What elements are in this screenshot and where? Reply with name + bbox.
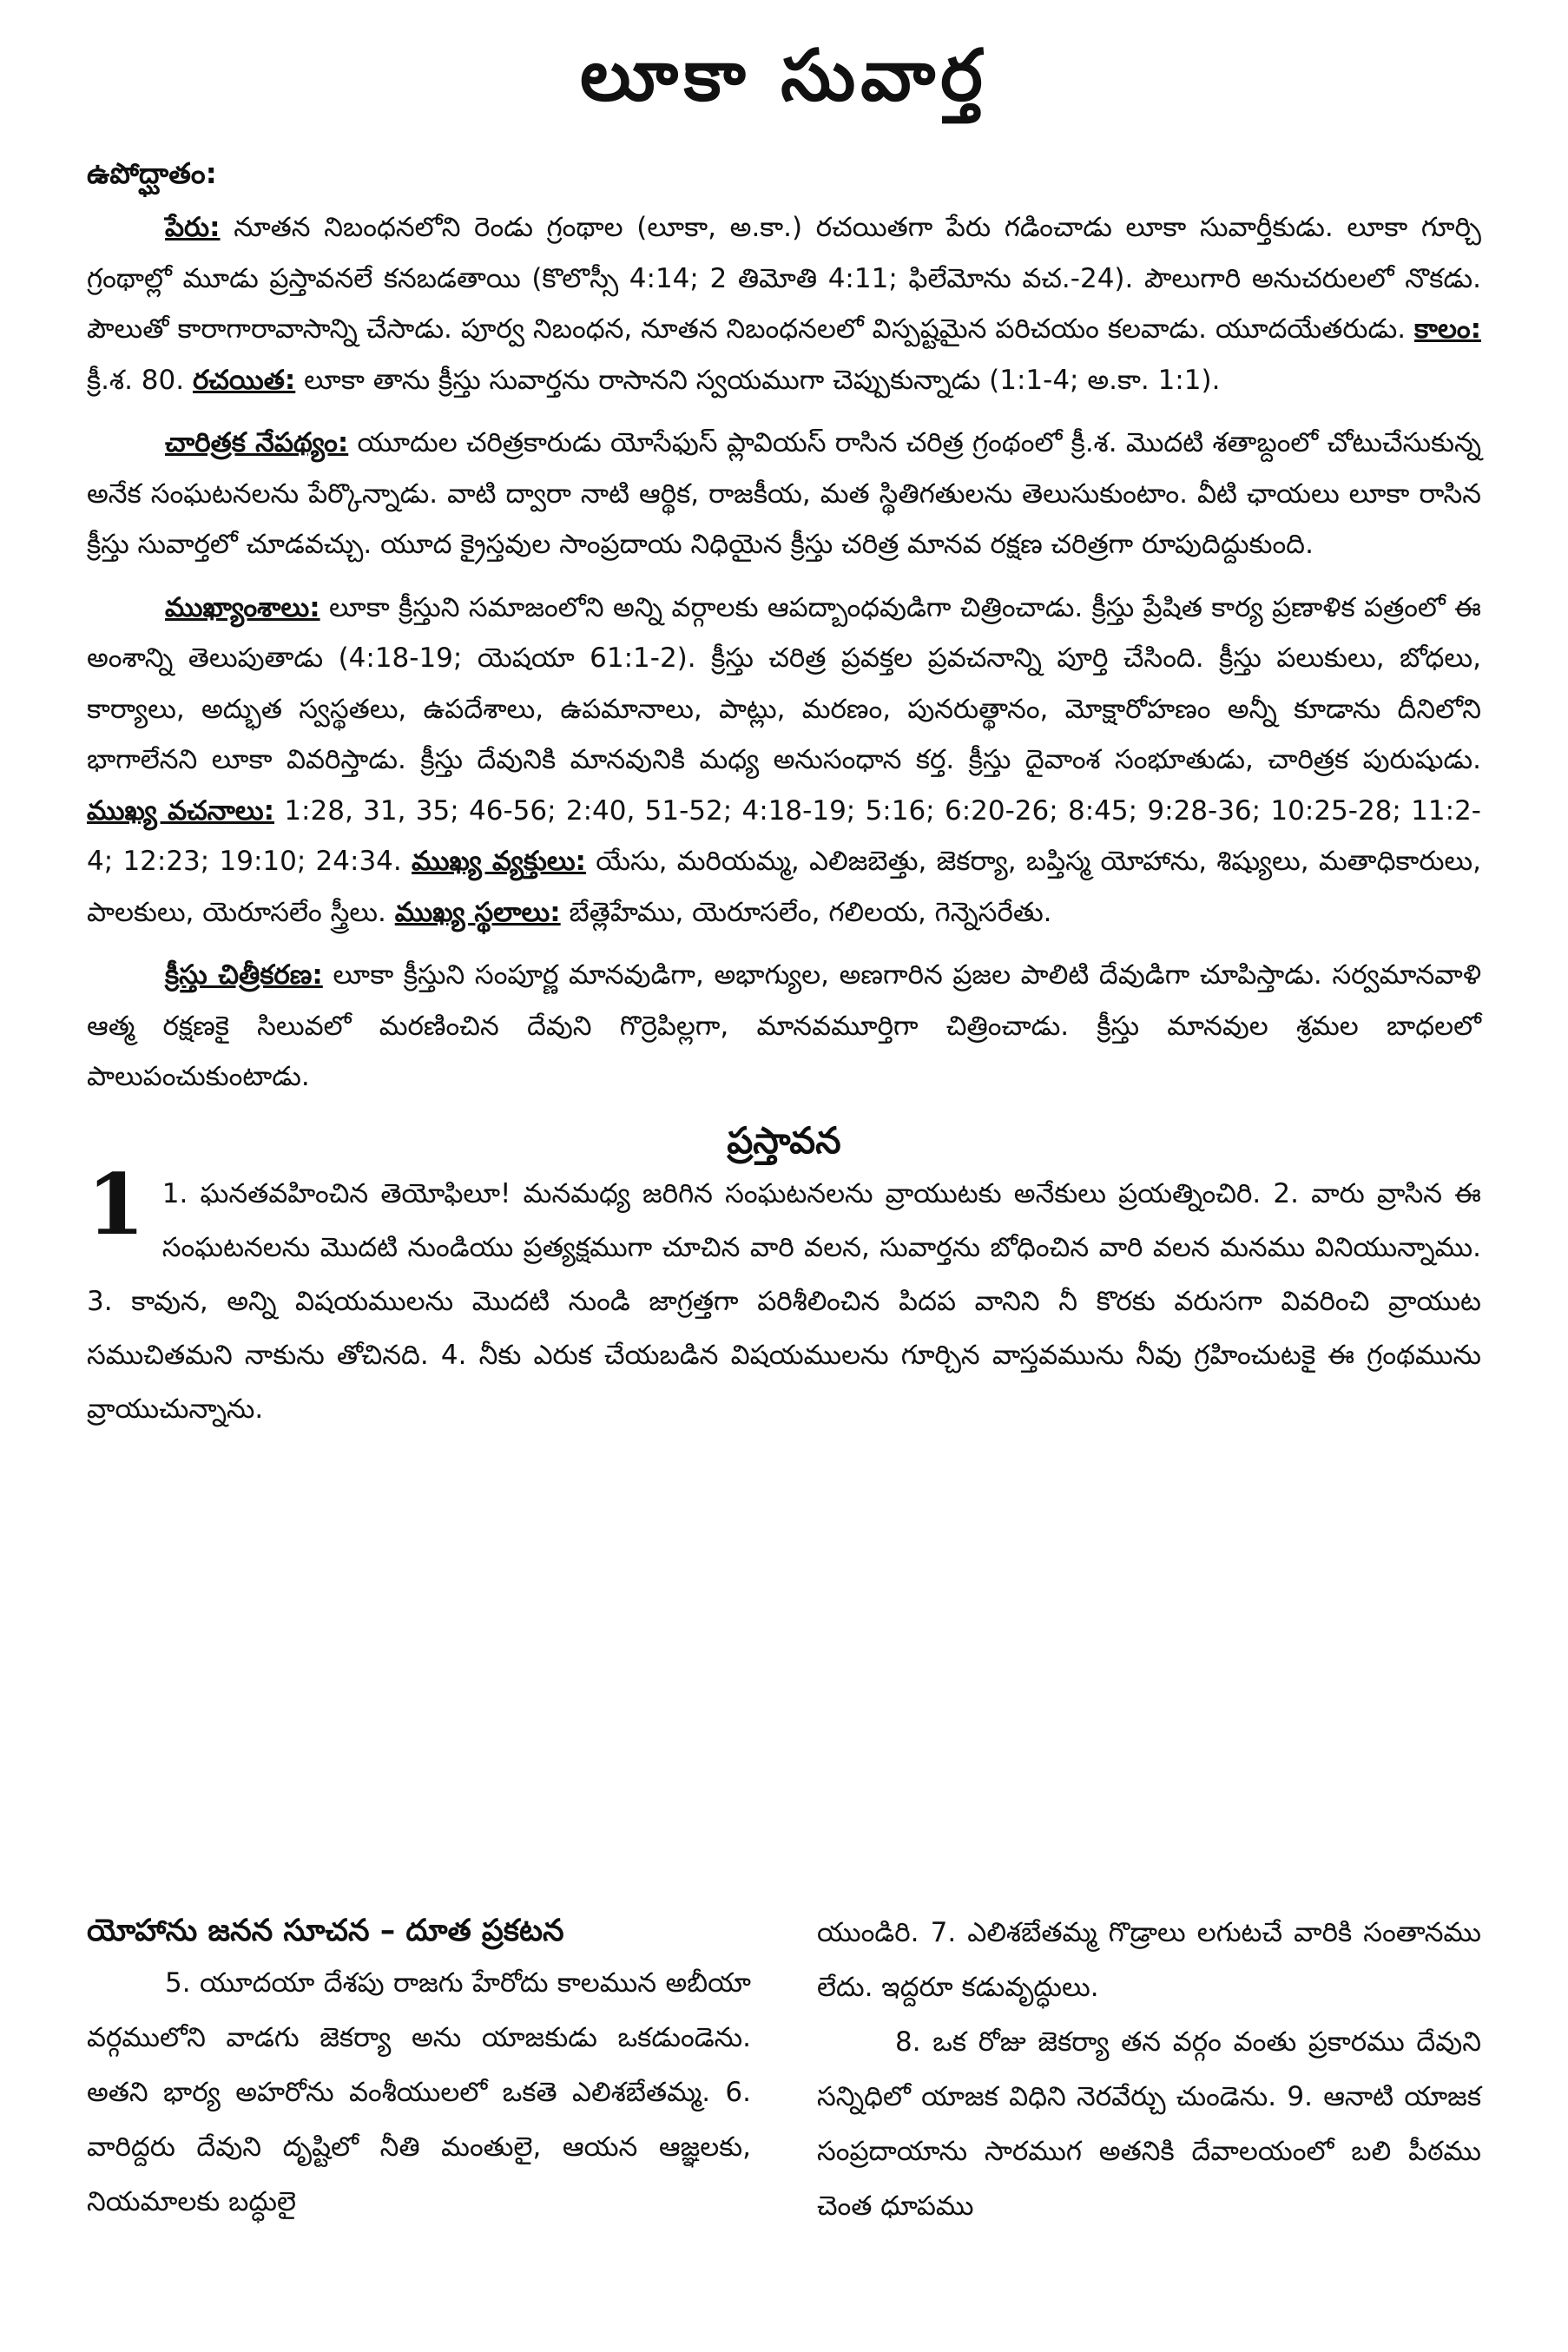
paragraph-text: 8. ఒక రోజు జెకర్యా తన వర్గం వంతు ప్రకారము దేవుని సన్నిధిలో యాజక విధిని నెరవేర్చు చుండెను. 9. ఆనాటి యాజక సంప్రదాయాను సారముగ అతనికి దేవాలయంలో బలి పీఠము చెంత ధూపము <box>817 2026 1481 2222</box>
intro-paragraph-name <box>87 202 1481 405</box>
label-time: కాలం: <box>1414 313 1481 345</box>
subsection-heading: యోహాను జనన సూచన – దూత ప్రకటన <box>87 1914 564 1948</box>
paragraph-text: లూకా తాను క్రీస్తు సువార్తను రాసానని స్వయముగా చెప్పుకున్నాడు (1:1-4; అ.కా. 1:1). <box>295 364 1221 396</box>
label-history: చారిత్రక నేపథ్యం: <box>165 427 349 458</box>
left-column <box>87 1906 751 2234</box>
paragraph-text: 1:28, 31, 35; 46-56; 2:40, 51-52; 4:18-19; 5:16; 6:20-26; 8:45; 9:28-36; 10:25-28; 11:2-4; 12:23; 19:10; 24:34. <box>87 794 1481 877</box>
paragraph-text: నూతన నిబంధనలోని రెండు గ్రంథాల (లూకా, అ.కా.) రచయితగా పేరు గడించాడు లూకా సువార్తీకుడు. లూకా గూర్చి గ్రంథాల్లో మూడు ప్రస్తావనలే కనబడతాయి (కొలొస్సీ 4:14; 2 తిమోతి 4:11; ఫిలేమోను వచ.-24). పౌలుగారి అనుచరులలో నొకడు. పౌలుతో కారాగారావాసాన్ని చేసాడు. పూర్వ నిబంధన, నూతన నిబంధనలలో విస్పష్టమైన పరిచయం కలవాడు. యూదయేతరుడు. <box>87 212 1481 345</box>
introduction <box>87 152 1481 1436</box>
paragraph-text: యుండిరి. 7. ఎలిశబేతమ్మ గొడ్రాలు లగుటచే వారికి సంతానము లేదు. ఇద్దరూ కడువృద్ధులు. <box>817 1917 1481 2003</box>
paragraph-text: యేసు, మరియమ్మ, ఎలిజబెత్తు, జెకర్యా, బప్తిస్మ యోహాను, శిష్యులు, మతాధికారులు, పాలకులు, యెరూసలేం స్త్రీలు. <box>87 846 1482 928</box>
label-key-places: ముఖ్య స్థలాలు: <box>394 896 561 928</box>
paragraph-text: లూకా క్రీస్తుని సంపూర్ణ మానవుడిగా, అభాగ్యుల, అణగారిన ప్రజల పాలిటి దేవుడిగా చూపిస్తాడు. సర్వమానవాళి ఆత్మ రక్షణకై సిలువలో మరణించిన దేవుని గొర్రెపిల్లగా, మానవమూర్తిగా చిత్రించాడు. క్రీస్తు మానవుల శ్రమల బాధలలో పాలుపంచుకుంటాడు. <box>87 959 1481 1092</box>
label-name: పేరు: <box>165 212 221 243</box>
section-title: ప్రస్తావన <box>727 1118 841 1162</box>
intro-heading: ఉపోద్ఘాతం: <box>87 156 217 190</box>
intro-paragraph-themes <box>87 583 1481 939</box>
two-column-body <box>87 1906 1481 2234</box>
page-title: లూకా సువార్త <box>580 35 988 117</box>
label-portrait: క్రీస్తు చిత్రీకరణ: <box>165 959 323 991</box>
chapter-one-prologue <box>87 1155 1481 1436</box>
intro-paragraph-history <box>87 418 1481 570</box>
right-column <box>817 1906 1481 2234</box>
label-key-people: ముఖ్య వ్యక్తులు: <box>412 846 586 877</box>
paragraph-text: 1. ఘనతవహించిన తెయోఫిలూ! మనమధ్య జరిగిన సంఘటనలను వ్రాయుటకు అనేకులు ప్రయత్నించిరి. 2. వారు వ్రాసిన ఈ సంఘటనలను మొదటి నుండియు ప్రత్యక్షముగా చూచిన వారి వలన, సువార్తను బోధించిన వారి వలన మనము వినియున్నాము. 3. కావున, అన్ని విషయములను మొదటి నుండి జాగ్రత్తగా పరిశీలించిన పిదప వానిని నీ కొరకు వరుసగా వివరించి వ్రాయుట సముచితమని నాకును తోచినది. 4. నీకు ఎరుక చేయబడిన విషయములను గూర్చిన వాస్తవమును నీవు గ్రహించుటకై ఈ గ్రంథమును వ్రాయుచున్నాను. <box>87 1177 1481 1425</box>
label-author: రచయిత: <box>192 364 296 396</box>
paragraph-text: 5. యూదయా దేశపు రాజగు హేరోదు కాలమున అబీయా వర్గములోని వాడగు జెకర్యా అను యాజకుడు ఒకడుండెను. అతని భార్య అహరోను వంశీయులలో ఒకతె ఎలిశబేతమ్మ. 6. వారిద్దరు దేవుని దృష్టిలో నీతి మంతులై, ఆయన ఆజ్ఞలకు, నియమాలకు బద్ధులై <box>87 1967 751 2217</box>
paragraph-text: బేత్లెహేము, యెరూసలేం, గలిలయ, గెన్నెసరేతు. <box>560 896 1052 928</box>
label-key-verses: ముఖ్య వచనాలు: <box>87 794 274 827</box>
intro-paragraph-portrait <box>87 950 1481 1103</box>
label-themes: ముఖ్యాంశాలు: <box>165 591 320 623</box>
paragraph-text: క్రీ.శ. 80. <box>87 364 193 396</box>
chapter-number: 1 <box>87 1155 145 1254</box>
paragraph-text: యూదుల చరిత్రకారుడు యోసేఫుస్ ప్లావియస్ రాసిన చరిత్ర గ్రంథంలో క్రీ.శ. మొదటి శతాబ్దంలో చోటుచేసుకున్న అనేక సంఘటనలను పేర్కొన్నాడు. వాటి ద్వారా నాటి ఆర్థిక, రాజకీయ, మత స్థితిగతులను తెలుసుకుంటాం. వీటి ఛాయలు లూకా రాసిన క్రీస్తు సువార్తలో చూడవచ్చు. యూద క్రైస్తవుల సాంప్రదాయ నిధియైన క్రీస్తు చరిత్ర మానవ రక్షణ చరిత్రగా రూపుదిద్దుకుంది. <box>87 427 1481 560</box>
paragraph-text: లూకా క్రీస్తుని సమాజంలోని అన్ని వర్గాలకు ఆపద్బాంధవుడిగా చిత్రించాడు. క్రీస్తు ప్రేషిత కార్య ప్రణాళిక పత్రంలో ఈ అంశాన్ని తెలుపుతాడు (4:18-19; యెషయా 61:1-2). క్రీస్తు చరిత్ర ప్రవక్తల ప్రవచనాన్ని పూర్తి చేసింది. క్రీస్తు పలుకులు, బోధలు, కార్యాలు, అద్భుత స్వస్థతలు, ఉపదేశాలు, ఉపమానాలు, పాట్లు, మరణం, పునరుత్థానం, మోక్షారోహణం అన్నీ కూడాను దీనిలోని భాగాలేనని లూకా వివరిస్తాడు. క్రీస్తు దేవునికి మానవునికి మధ్య అనుసంధాన కర్త. క్రీస్తు దైవాంశ సంభూతుడు, చారిత్రక పురుషుడు. <box>87 591 1481 775</box>
